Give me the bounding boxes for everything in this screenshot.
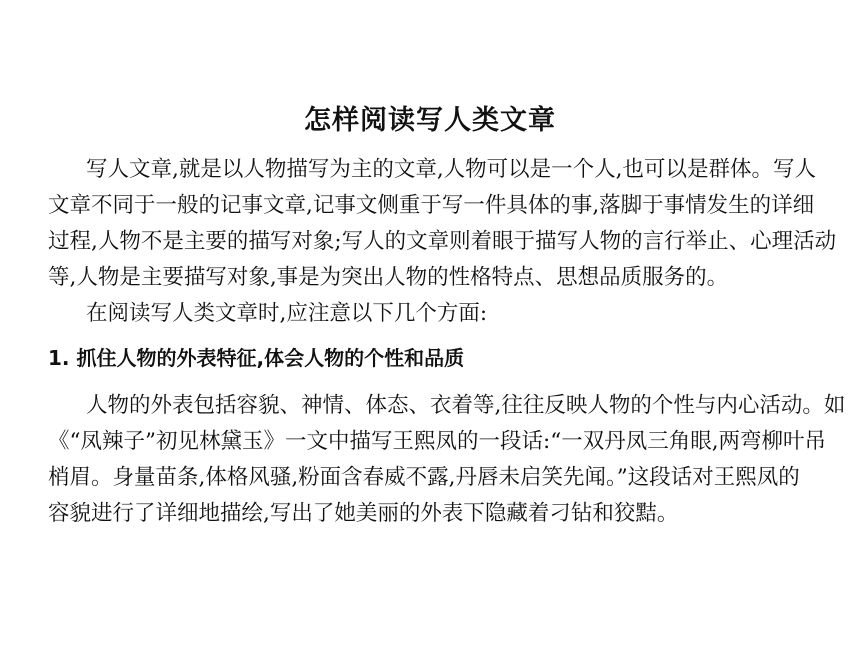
paragraph3-line3: 梢眉。身量苗条,体格风骚,粉面含春威不露,丹唇未启笑先闻。”这段话对王熙凤的 (48, 465, 800, 490)
paragraph2: 在阅读写人类文章时,应注意以下几个方面: (86, 301, 488, 326)
page-title: 怎样阅读写人类文章 (304, 105, 556, 136)
paragraph1-line2: 文章不同于一般的记事文章,记事文侧重于写一件具体的事,落脚于事情发生的详细 (48, 193, 815, 218)
section1-heading: 1. 抓住人物的外表特征,体会人物的个性和品质 (48, 346, 465, 370)
paragraph3-line1: 人物的外表包括容貌、神情、体态、衣着等,往往反映人物的个性与内心活动。如 (86, 393, 846, 418)
paragraph3-line2: 《“凤辣子”初见林黛玉》一文中描写王熙凤的一段话:“一双丹凤三角眼,两弯柳叶吊 (48, 429, 827, 454)
paragraph1-line1: 写人文章,就是以人物描写为主的文章,人物可以是一个人,也可以是群体。写人 (86, 157, 817, 182)
paragraph1-line4: 等,人物是主要描写对象,事是为突出人物的性格特点、思想品质服务的。 (48, 265, 729, 290)
paragraph3-line4: 容貌进行了详细地描绘,写出了她美丽的外表下隐藏着刁钻和狡黠。 (48, 501, 679, 526)
paragraph1-line3: 过程,人物不是主要的描写对象;写人的文章则着眼于描写人物的言行举止、心理活动 (48, 229, 837, 254)
